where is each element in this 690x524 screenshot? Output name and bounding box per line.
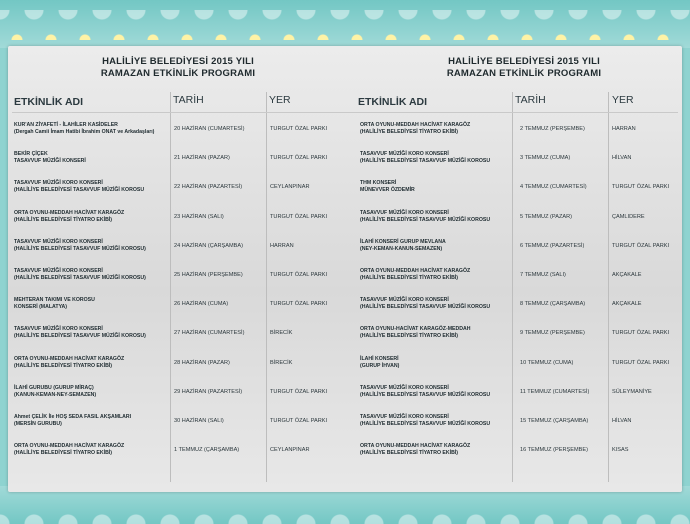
event-date: 27 HAZİRAN (CUMARTESİ)	[174, 330, 245, 337]
right-table-row	[8, 410, 682, 436]
event-place: TURGUT ÖZAL PARKI	[270, 388, 328, 395]
event-place: SÜLEYMANİYE	[612, 388, 652, 395]
event-date: 20 HAZİRAN (CUMARTESİ)	[174, 126, 245, 132]
left-header-date: TARİH	[173, 94, 204, 106]
right-table-row	[8, 206, 682, 232]
event-name	[360, 268, 520, 282]
event-name-line1: ORTA OYUNU-MEDDAH HACİVAT KARAGÖZ	[360, 268, 471, 274]
event-place: TURGUT ÖZAL PARKI	[612, 359, 670, 366]
event-date: 15 TEMMUZ (ÇARŞAMBA)	[520, 418, 589, 424]
event-place: BİRECİK	[270, 330, 293, 337]
event-place: TURGUT ÖZAL PARKI	[270, 418, 328, 424]
event-date: 10 TEMMUZ (CUMA)	[520, 359, 574, 366]
right-title	[424, 56, 624, 80]
event-place: TURGUT ÖZAL PARKI	[270, 126, 328, 132]
event-name-line1: İLAHİ KONSERİ GURUP MEVLANA	[360, 238, 446, 245]
event-name-line2: (HALİLİYE BELEDİYESİ TASAVVUF MÜZİĞİ KOROSU)	[14, 245, 146, 252]
event-name	[360, 297, 520, 311]
right-table-row	[8, 176, 682, 202]
event-date: 30 HAZİRAN (SALI)	[174, 418, 224, 424]
header-underline	[12, 112, 678, 113]
event-name-line1: TASAVVUF MÜZİĞİ KORO KONSERİ	[360, 209, 449, 216]
event-name	[360, 326, 520, 340]
event-date: 24 HAZİRAN (ÇARŞAMBA)	[174, 242, 244, 249]
right-table-row	[8, 235, 682, 261]
event-name-line2: (MERSİN GURUBU)	[14, 421, 62, 427]
event-name-line1: Ahmet ÇELİK İle HOŞ SEDA FASIL AKŞAMLARI	[14, 414, 132, 420]
event-place: AKÇAKALE	[612, 272, 642, 278]
right-table-row	[8, 293, 682, 319]
decorative-top-border	[0, 0, 690, 48]
event-date: 4 TEMMUZ (CUMARTESİ)	[520, 184, 587, 191]
event-name-line1: ORTA OYUNU-MEDDAH HACİVAT KARAGÖZ	[360, 122, 471, 128]
event-name-line2: MÜNEVVER ÖZDEMİR	[360, 187, 415, 194]
event-name-line1: TASAVVUF MÜZİĞİ KORO KONSERİ	[14, 238, 103, 245]
event-name-line1: İLAHİ KONSERİ	[360, 355, 399, 362]
left-header-place: YER	[269, 94, 291, 106]
event-date: 6 TEMMUZ (PAZARTESİ)	[520, 242, 585, 249]
left-title	[78, 56, 278, 80]
event-place: TURGUT ÖZAL PARKI	[612, 242, 670, 249]
event-name-line2: (HALİLİYE BELEDİYESİ TASAVVUF MÜZİĞİ KOROSU	[360, 158, 491, 165]
right-table-row	[8, 439, 682, 465]
event-name-line1: ORTA OYUNU-HACİVAT KARAGÖZ-MEDDAH	[360, 326, 471, 333]
event-name-line2: (HALİLİYE BELEDİYESİ TASAVVUF MÜZİĞİ KOROSU	[14, 187, 145, 194]
event-name-line2: (HALİLİYE BELEDİYESİ TASAVVUF MÜZİĞİ KOROSU)	[14, 333, 146, 340]
right-title-line2: RAMAZAN ETKİNLİK PROGRAMI	[446, 68, 602, 79]
event-place: TURGUT ÖZAL PARKI	[612, 330, 670, 337]
event-date: 28 HAZİRAN (PAZAR)	[174, 359, 230, 366]
event-name-line1: TASAVVUF MÜZİĞİ KORO KONSERİ	[360, 384, 449, 391]
event-date: 1 TEMMUZ (ÇARŞAMBA)	[174, 447, 240, 454]
left-header-event: ETKİNLİK ADI	[14, 96, 84, 108]
event-name-line2: (KANUN-KEMAN-NEY-SEMAZEN)	[14, 391, 97, 398]
event-name-line1: MEHTERAN TAKIMI VE KOROSU	[14, 297, 95, 304]
event-name-line1: TASAVVUF MÜZİĞİ KORO KONSERİ	[14, 326, 103, 333]
event-place: HİLVAN	[612, 155, 632, 162]
event-place: CEYLANPINAR	[270, 447, 310, 454]
event-date: 16 TEMMUZ (PERŞEMBE)	[520, 447, 588, 454]
event-name	[360, 210, 520, 224]
event-name-line1: ORTA OYUNU-MEDDAH HACİVAT KARAGÖZ	[14, 443, 125, 450]
event-name-line2: (HALİLİYE BELEDİYESİ TİYATRO EKİBİ)	[14, 216, 112, 223]
event-place: BİRECİK	[270, 359, 293, 366]
event-name-line2: TASAVVUF MÜZİĞİ KONSERİ	[14, 158, 86, 165]
event-name-line1: BEKİR ÇİÇEK	[14, 151, 48, 158]
event-place: HARRAN	[612, 126, 636, 132]
right-header-event: ETKİNLİK ADI	[358, 96, 428, 108]
right-title-line1: HALİLİYE BELEDİYESİ 2015 YILI	[448, 56, 600, 67]
event-date: 21 HAZİRAN (PAZAR)	[174, 155, 230, 162]
event-name-line2: KONSERİ (MALATYA)	[14, 304, 68, 311]
event-name-line1: TASAVVUF MÜZİĞİ KORO KONSERİ	[14, 180, 103, 187]
event-name-line2: (HALİLİYE BELEDİYESİ TİYATRO EKİBİ)	[360, 333, 458, 340]
event-date: 3 TEMMUZ (CUMA)	[520, 155, 571, 162]
event-place: ÇAMLIDERE	[612, 213, 645, 220]
program-board	[8, 46, 682, 492]
event-name-line1: KUR'AN ZİYAFETİ - İLAHİLER KASİDELER	[14, 122, 118, 128]
event-name-line1: İLAHİ GURUBU (GURUP MİRAÇ)	[14, 384, 94, 391]
event-name-line1: TASAVVUF MÜZİĞİ KORO KONSERİ	[360, 297, 449, 304]
event-name-line2: (HALİLİYE BELEDİYESİ TASAVVUF MÜZİĞİ KOROSU	[360, 421, 491, 427]
event-name	[360, 151, 520, 165]
left-title-line1: HALİLİYE BELEDİYESİ 2015 YILI	[102, 56, 254, 67]
event-name-line1: TASAVVUF MÜZİĞİ KORO KONSERİ	[360, 151, 449, 158]
event-name	[360, 239, 520, 253]
event-name-line1: TASAVVUF MÜZİĞİ KORO KONSERİ	[14, 268, 103, 274]
event-name-line1: ORTA OYUNU-MEDDAH HACİVAT KARAGÖZ	[14, 355, 125, 362]
event-name-line1: TASAVVUF MÜZİĞİ KORO KONSERİ	[360, 414, 449, 420]
event-name-line2: (HALİLİYE BELEDİYESİ TASAVVUF MÜZİĞİ KOROSU	[360, 391, 491, 398]
event-place: TURGUT ÖZAL PARKI	[270, 272, 328, 278]
left-title-line2: RAMAZAN ETKİNLİK PROGRAMI	[100, 68, 256, 79]
event-place: TURGUT ÖZAL PARKI	[612, 184, 670, 191]
event-name-line2: (HALİLİYE BELEDİYESİ TİYATRO EKİBİ)	[14, 450, 112, 457]
event-place: TURGUT ÖZAL PARKI	[270, 155, 328, 162]
event-name-line2: (GURUP İHVAN)	[360, 362, 400, 369]
event-place: AKÇAKALE	[612, 301, 642, 308]
event-date: 26 HAZİRAN (CUMA)	[174, 301, 229, 308]
event-place: CEYLANPINAR	[270, 184, 310, 191]
event-name	[360, 180, 520, 194]
event-name	[360, 414, 520, 428]
event-name-line2: (HALİLİYE BELEDİYESİ TİYATRO EKİBİ)	[360, 450, 458, 457]
event-name	[360, 122, 520, 136]
right-table-row	[8, 264, 682, 290]
event-name	[360, 385, 520, 399]
event-name-line2: (HALİLİYE BELEDİYESİ TASAVVUF MÜZİĞİ KOROSU)	[14, 275, 146, 281]
event-name	[360, 443, 520, 457]
right-table-row	[8, 322, 682, 348]
event-date: 22 HAZİRAN (PAZARTESİ)	[174, 184, 243, 191]
event-name-line2: (HALİLİYE BELEDİYESİ TİYATRO EKİBİ)	[360, 275, 458, 281]
right-header-place: YER	[612, 94, 634, 106]
right-table-row	[8, 118, 682, 144]
event-date: 23 HAZİRAN (SALI)	[174, 213, 224, 220]
event-place: TURGUT ÖZAL PARKI	[270, 301, 328, 308]
event-date: 25 HAZİRAN (PERŞEMBE)	[174, 272, 243, 278]
right-table-row	[8, 147, 682, 173]
event-name-line2: (HALİLİYE BELEDİYESİ TASAVVUF MÜZİĞİ KOROSU	[360, 216, 491, 223]
event-place: TURGUT ÖZAL PARKI	[270, 213, 328, 220]
event-name	[360, 356, 520, 370]
right-header-date: TARİH	[515, 94, 546, 106]
event-date: 2 TEMMUZ (PERŞEMBE)	[520, 126, 585, 132]
event-name-line1: THM KONSERİ	[360, 180, 397, 187]
event-place: HARRAN	[270, 242, 294, 249]
event-name-line1: ORTA OYUNU-MEDDAH HACİVAT KARAGÖZ	[14, 209, 125, 216]
event-name-line2: (NEY-KEMAN-KANUN-SEMAZEN)	[360, 245, 443, 252]
event-date: 7 TEMMUZ (SALI)	[520, 272, 566, 278]
right-table-row	[8, 352, 682, 378]
right-table-row	[8, 381, 682, 407]
event-date: 5 TEMMUZ (PAZAR)	[520, 213, 573, 220]
event-name-line2: (HALİLİYE BELEDİYESİ TASAVVUF MÜZİĞİ KOROSU	[360, 304, 491, 311]
event-date: 9 TEMMUZ (PERŞEMBE)	[520, 330, 585, 337]
event-name-line1: ORTA OYUNU-MEDDAH HACİVAT KARAGÖZ	[360, 443, 471, 450]
event-name-line2: (Dergah Camii İmam Hatibi İbrahim ONAT ve Arkadaşları)	[14, 129, 155, 135]
event-name-line2: (HALİLİYE BELEDİYESİ TİYATRO EKİBİ)	[360, 129, 458, 135]
event-date: 29 HAZİRAN (PAZARTESİ)	[174, 388, 243, 395]
event-name-line2: (HALİLİYE BELEDİYESİ TİYATRO EKİBİ)	[14, 362, 112, 369]
event-place: HİLVAN	[612, 418, 632, 424]
event-date: 8 TEMMUZ (ÇARŞAMBA)	[520, 301, 586, 308]
event-date: 11 TEMMUZ (CUMARTESİ)	[520, 388, 590, 395]
event-place: KISAS	[612, 447, 629, 454]
